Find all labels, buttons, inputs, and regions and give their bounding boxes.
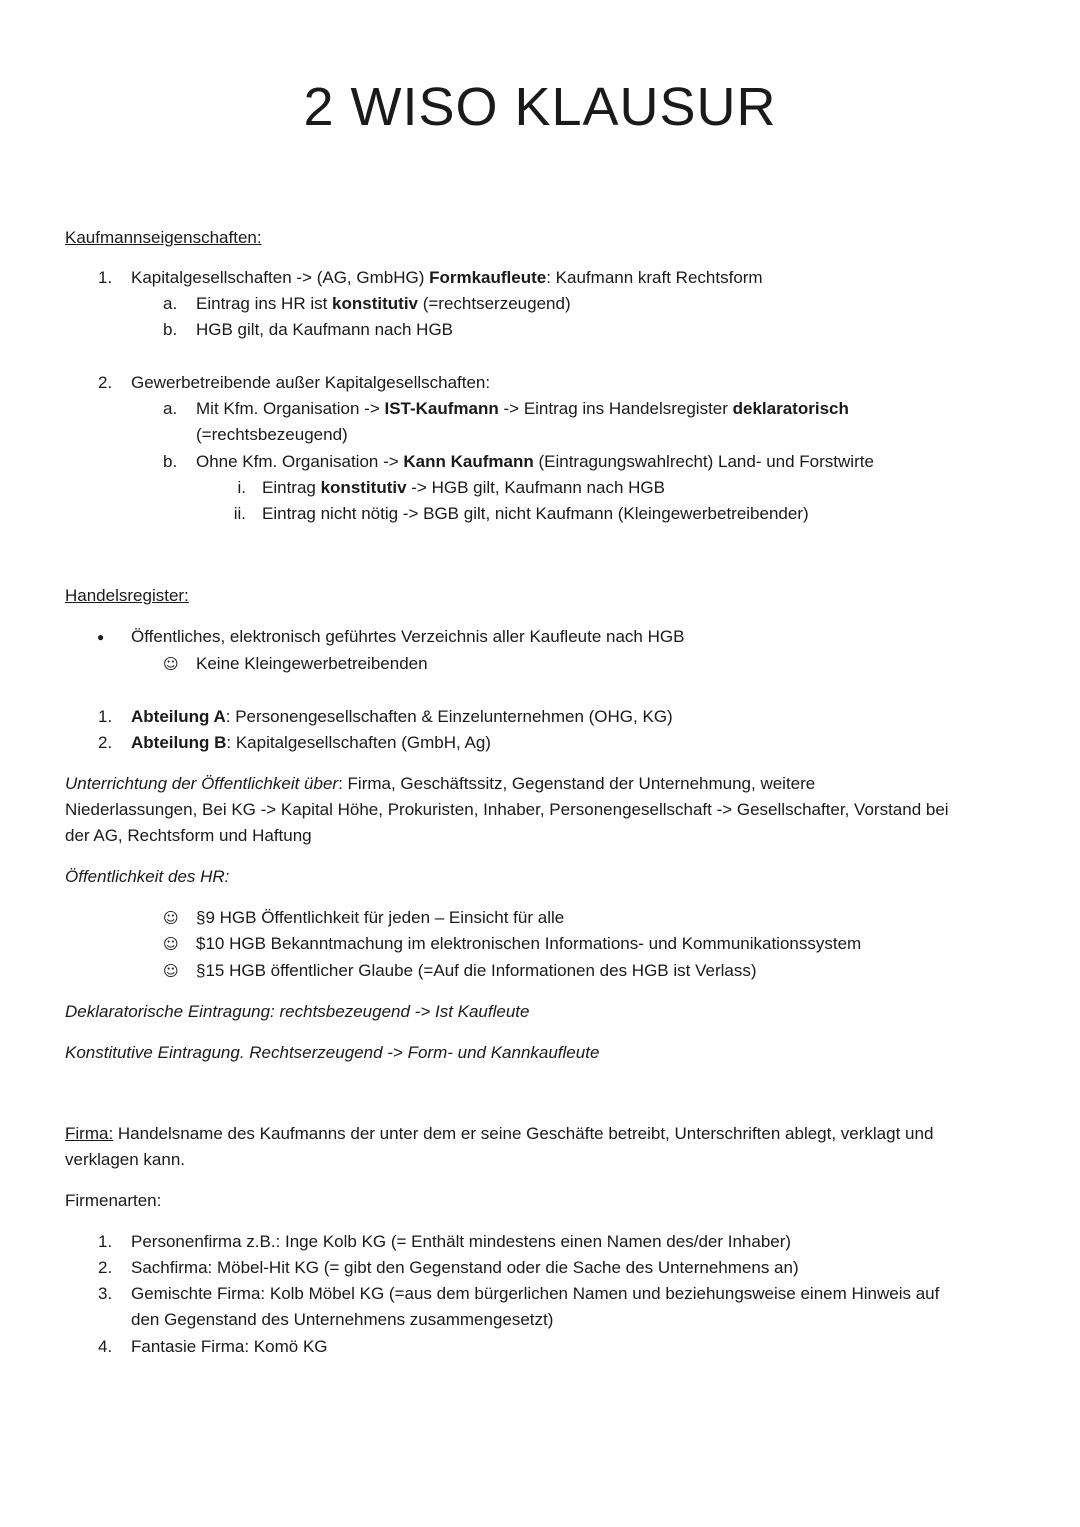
list-item: 2. Gewerbetreibende außer Kapitalgesellschaften: xyxy=(98,373,491,392)
firma-paragraph: Firma: Handelsname des Kaufmanns der unter dem er seine Geschäfte betreibt, Unterschriften ablegt, verklagt und verklagen kann. xyxy=(65,1124,934,1169)
smiley-icon: ☺ xyxy=(163,962,179,980)
list-item: ☺ §9 HGB Öffentlichkeit für jeden – Einsicht für alle xyxy=(0,905,1080,931)
bullet-icon: ● xyxy=(97,630,105,644)
list-item: 2. Abteilung B: Kapitalgesellschaften (GmbH, Ag) xyxy=(98,733,491,752)
section-heading-kaufmann: Kaufmannseigenschaften: xyxy=(65,228,262,247)
list-item: 3. Gemischte Firma: Kolb Möbel KG (=aus dem bürgerlichen Namen und beziehungsweise einem Hinweis auf den Gegenstand des Unternehmens zusammengesetzt) xyxy=(98,1284,940,1329)
list-item: 1. Abteilung A: Personengesellschaften & Einzelunternehmen (OHG, KG) xyxy=(98,707,673,726)
smiley-icon: ☺ xyxy=(163,935,179,953)
list-item: 1. Personenfirma z.B.: Inge Kolb KG (= Enthält mindestens einen Namen des/der Inhaber) xyxy=(98,1232,792,1251)
page-title: 2 WISO KLAUSUR xyxy=(303,77,777,137)
oeffentlichkeit-heading: Öffentlichkeit des HR: xyxy=(65,867,230,886)
deklaratorisch-definition: Deklaratorische Eintragung: rechtsbezeugend -> Ist Kaufleute xyxy=(65,1002,530,1021)
list-item: b. Ohne Kfm. Organisation -> Kann Kaufmann (Eintragungswahlrecht) Land- und Forstwirte xyxy=(163,452,874,471)
unterrichtung-paragraph: Unterrichtung der Öffentlichkeit über: Firma, Geschäftssitz, Gegenstand der Unternehmung, weitere Niederlassungen, Bei KG -> Kapital Höhe, Prokuristen, Inhaber, Personengesellschaft -> Gesellschafter, Vorstand bei der AG, Rechtsform und Haftung xyxy=(65,774,949,845)
list-item: b. HGB gilt, da Kaufmann nach HGB xyxy=(163,320,454,339)
smiley-icon: ☺ xyxy=(163,909,179,927)
list-item: ☺ Keine Kleingewerbetreibenden xyxy=(0,651,1080,677)
list-item: a. Eintrag ins HR ist konstitutiv (=rechtserzeugend) xyxy=(163,294,571,313)
firmenarten-heading: Firmenarten: xyxy=(65,1191,162,1210)
list-item: ☺ §15 HGB öffentlicher Glaube (=Auf die Informationen des HGB ist Verlass) xyxy=(0,958,1080,984)
list-item: ii. Eintrag nicht nötig -> BGB gilt, nicht Kaufmann (Kleingewerbetreibender) xyxy=(233,504,809,523)
list-item: 1. Kapitalgesellschaften -> (AG, GmbHG) Formkaufleute: Kaufmann kraft Rechtsform xyxy=(98,268,763,287)
konstitutiv-definition: Konstitutive Eintragung. Rechtserzeugend -> Form- und Kannkaufleute xyxy=(65,1043,600,1062)
list-item: ☺ $10 HGB Bekanntmachung im elektronischen Informations- und Kommunikationssystem xyxy=(0,931,1080,957)
list-item: 2. Sachfirma: Möbel-Hit KG (= gibt den Gegenstand oder die Sache des Unternehmens an) xyxy=(98,1258,799,1277)
list-item: ● Öffentliches, elektronisch geführtes Verzeichnis aller Kaufleute nach HGB xyxy=(0,624,1080,650)
list-item: i. Eintrag konstitutiv -> HGB gilt, Kaufmann nach HGB xyxy=(237,478,665,497)
section-heading-handelsregister: Handelsregister: xyxy=(65,586,189,605)
smiley-icon: ☺ xyxy=(163,655,179,673)
list-item: 4. Fantasie Firma: Komö KG xyxy=(98,1337,328,1356)
list-item: a. Mit Kfm. Organisation -> IST-Kaufmann -> Eintrag ins Handelsregister deklaratorisch (=rechtsbezeugend) xyxy=(163,399,849,444)
